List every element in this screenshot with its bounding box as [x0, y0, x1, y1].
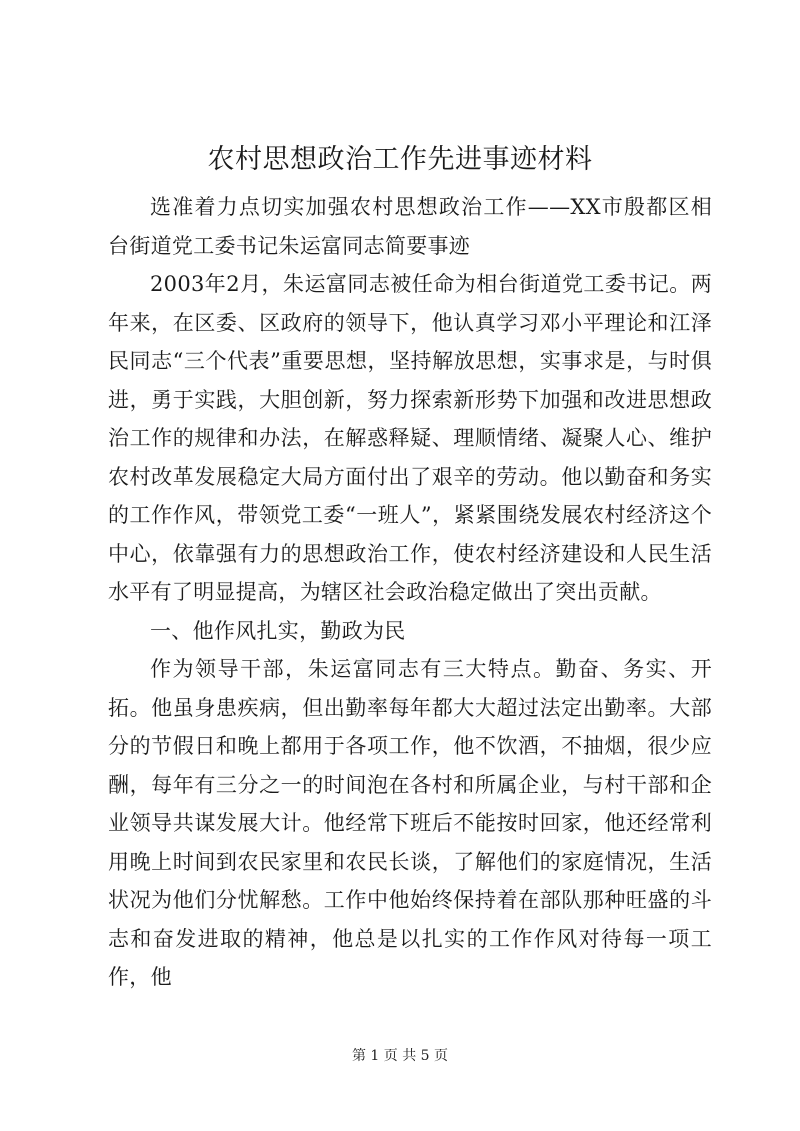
document-title: 农村思想政治工作先进事迹材料	[207, 144, 593, 175]
body-paragraph: 作为领导干部，朱运富同志有三大特点。勤奋、务实、开拓。他虽身患疾病，但出勤率每年都大大超过法定出勤率。大部分的节假日和晚上都用于各项工作，他不饮酒，不抽烟，很少应酬，每年有三分之一的时间泡在各村和所属企业，与村干部和企业领导共谋发展大计。他经常下班后不能按时回家，他还经常利用晚上时间到农民家里和农民长谈，了解他们的家庭情况，生活状况为他们分忧解愁。工作中他始终保持着在部队那种旺盛的斗志和奋发进取的精神，他总是以扎实的工作作风对待每一项工作，他	[108, 657, 712, 989]
document-body	[108, 188, 712, 997]
page-footer: 第 1 页 共 5 页	[351, 1048, 449, 1064]
intro-paragraph: 2003年2月，朱运富同志被任命为相台街道党工委书记。两年来，在区委、区政府的领导下，他认真学习邓小平理论和江泽民同志“三个代表”重要思想，坚持解放思想，实事求是，与时俱进，勇于实践，大胆创新，努力探索新形势下加强和改进思想政治工作的规律和办法，在解惑释疑、理顺情绪、凝聚人心、维护农村改革发展稳定大局方面付出了艰辛的劳动。他以勤奋和务实的工作作风，带领党工委“一班人”，紧紧围绕发展农村经济这个中心，依靠强有力的思想政治工作，使农村经济建设和人民生活水平有了明显提高，为辖区社会政治稳定做出了突出贡献。	[108, 272, 712, 604]
section-heading: 一、他作风扎实，勤政为民	[150, 618, 406, 643]
subtitle-paragraph: 选准着力点切实加强农村思想政治工作——XX市殷都区相台街道党工委书记朱运富同志简要事迹	[108, 195, 712, 258]
